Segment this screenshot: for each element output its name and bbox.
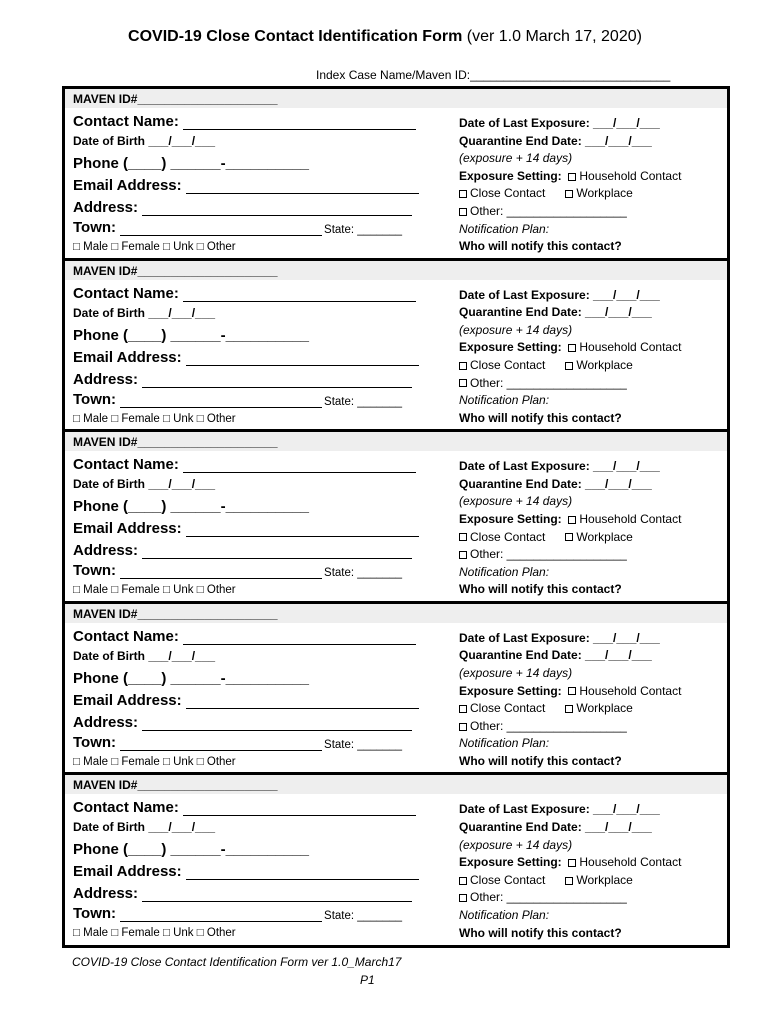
other-checkbox[interactable] — [459, 894, 467, 902]
address-input[interactable] — [142, 719, 412, 731]
phone-field[interactable]: Phone (____) ______-__________ — [73, 669, 310, 687]
household-checkbox[interactable] — [568, 516, 576, 524]
email-input[interactable] — [186, 868, 419, 880]
phone-field[interactable]: Phone (____) ______-__________ — [73, 498, 310, 516]
other-checkbox[interactable] — [459, 379, 467, 387]
household-label: Household Contact — [579, 511, 682, 526]
quarantine-end-field[interactable]: Quarantine End Date: ___/___/___ — [459, 648, 652, 663]
form-title-version: (ver 1.0 March 17, 2020) — [466, 28, 642, 45]
exposure-note: (exposure + 14 days) — [459, 665, 573, 680]
email-label: Email Address: — [73, 520, 182, 538]
other-field[interactable]: Other: __________________ — [470, 547, 627, 562]
close-contact-label: Close Contact — [470, 357, 546, 372]
contacts-form — [62, 86, 730, 948]
other-field[interactable]: Other: __________________ — [470, 375, 627, 390]
footer-form-name: COVID-19 Close Contact Identification Form ver 1.0_March17 — [72, 955, 402, 969]
exposure-setting-label: Exposure Setting: — [459, 511, 562, 526]
contact-name-label: Contact Name: — [73, 627, 179, 645]
workplace-label: Workplace — [576, 357, 633, 372]
address-label: Address: — [73, 713, 139, 731]
contact-info — [73, 623, 453, 768]
quarantine-end-field[interactable]: Quarantine End Date: ___/___/___ — [459, 476, 652, 491]
exposure-setting-label: Exposure Setting: — [459, 168, 562, 183]
workplace-label: Workplace — [576, 186, 633, 201]
close-contact-checkbox[interactable] — [459, 705, 467, 713]
notification-plan-label: Notification Plan: — [459, 907, 550, 922]
other-checkbox[interactable] — [459, 723, 467, 731]
last-exposure-field[interactable]: Date of Last Exposure: ___/___/___ — [459, 630, 660, 645]
dob-field[interactable]: Date of Birth ___/___/___ — [73, 305, 216, 320]
contact-info — [73, 451, 453, 596]
form-title — [0, 28, 770, 46]
form-title-bold: COVID-19 Close Contact Identification Form — [128, 28, 463, 45]
exposure-info — [459, 458, 729, 599]
notification-plan-label: Notification Plan: — [459, 736, 550, 751]
sex-options[interactable]: □ Male □ Female □ Unk □ Other — [73, 927, 236, 940]
close-contact-label: Close Contact — [470, 186, 546, 201]
address-label: Address: — [73, 199, 139, 216]
contact-name-input[interactable] — [183, 118, 416, 130]
dob-field[interactable]: Date of Birth ___/___/___ — [73, 477, 216, 492]
state-field[interactable]: State: _______ — [324, 224, 403, 236]
who-notify-label: Who will notify this contact? — [459, 582, 622, 597]
contact-name-label: Contact Name: — [73, 284, 179, 302]
maven-id-field[interactable]: MAVEN ID#_____________________ — [65, 775, 727, 794]
household-checkbox[interactable] — [568, 344, 576, 352]
exposure-setting-label: Exposure Setting: — [459, 340, 562, 355]
town-label: Town: — [73, 905, 117, 923]
who-notify-label: Who will notify this contact? — [459, 410, 622, 425]
address-label: Address: — [73, 885, 139, 903]
contact-name-input[interactable] — [183, 633, 416, 645]
exposure-note: (exposure + 14 days) — [459, 151, 573, 166]
exposure-setting-label: Exposure Setting: — [459, 683, 562, 698]
email-label: Email Address: — [73, 177, 182, 194]
town-input[interactable] — [120, 396, 322, 408]
dob-field[interactable]: Date of Birth ___/___/___ — [73, 648, 216, 663]
maven-id-field[interactable]: MAVEN ID#_____________________ — [65, 604, 727, 623]
exposure-note: (exposure + 14 days) — [459, 322, 573, 337]
other-checkbox[interactable] — [459, 208, 467, 216]
sex-options[interactable]: □ Male □ Female □ Unk □ Other — [73, 755, 236, 768]
close-contact-checkbox[interactable] — [459, 877, 467, 885]
email-input[interactable] — [186, 525, 419, 537]
exposure-setting-label: Exposure Setting: — [459, 855, 562, 870]
other-field[interactable]: Other: __________________ — [470, 890, 627, 905]
workplace-label: Workplace — [576, 529, 633, 544]
contact-name-label: Contact Name: — [73, 456, 179, 474]
contact-card — [65, 261, 727, 433]
town-input[interactable] — [120, 567, 322, 579]
maven-id-field[interactable]: MAVEN ID#_____________________ — [65, 261, 727, 280]
maven-id-field[interactable]: MAVEN ID#_____________________ — [65, 432, 727, 451]
other-field[interactable]: Other: __________________ — [470, 203, 627, 218]
state-field[interactable]: State: _______ — [324, 395, 403, 408]
email-label: Email Address: — [73, 348, 182, 366]
household-label: Household Contact — [579, 168, 682, 183]
last-exposure-field[interactable]: Date of Last Exposure: ___/___/___ — [459, 287, 660, 302]
town-input[interactable] — [120, 224, 322, 236]
address-input[interactable] — [142, 890, 412, 902]
contact-name-label: Contact Name: — [73, 799, 179, 817]
close-contact-label: Close Contact — [470, 529, 546, 544]
email-label: Email Address: — [73, 691, 182, 709]
dob-field[interactable]: Date of Birth ___/___/___ — [73, 134, 216, 148]
phone-field[interactable]: Phone (____) ______-__________ — [73, 841, 310, 859]
town-label: Town: — [73, 562, 117, 580]
who-notify-label: Who will notify this contact? — [459, 753, 622, 768]
address-label: Address: — [73, 542, 139, 560]
who-notify-label: Who will notify this contact? — [459, 239, 622, 254]
sex-options[interactable]: □ Male □ Female □ Unk □ Other — [73, 241, 236, 253]
workplace-label: Workplace — [576, 872, 633, 887]
maven-id-field[interactable]: MAVEN ID#_____________________ — [65, 89, 727, 108]
household-label: Household Contact — [579, 855, 682, 870]
footer-page-number: P1 — [360, 973, 375, 987]
close-contact-checkbox[interactable] — [459, 362, 467, 370]
quarantine-end-field[interactable]: Quarantine End Date: ___/___/___ — [459, 305, 652, 320]
email-label: Email Address: — [73, 863, 182, 881]
exposure-info — [459, 630, 729, 771]
last-exposure-field[interactable]: Date of Last Exposure: ___/___/___ — [459, 459, 660, 474]
household-checkbox[interactable] — [568, 687, 576, 695]
close-contact-checkbox[interactable] — [459, 190, 467, 198]
exposure-info — [459, 801, 729, 942]
workplace-checkbox[interactable] — [565, 190, 573, 198]
address-input[interactable] — [142, 204, 412, 216]
dob-field[interactable]: Date of Birth ___/___/___ — [73, 820, 216, 835]
state-field[interactable]: State: _______ — [324, 910, 403, 923]
sex-options[interactable]: □ Male □ Female □ Unk □ Other — [73, 584, 236, 597]
last-exposure-field[interactable]: Date of Last Exposure: ___/___/___ — [459, 116, 660, 130]
close-contact-label: Close Contact — [470, 701, 546, 716]
notification-plan-label: Notification Plan: — [459, 221, 550, 236]
town-label: Town: — [73, 219, 117, 236]
household-checkbox[interactable] — [568, 173, 576, 181]
household-label: Household Contact — [579, 683, 682, 698]
quarantine-end-field[interactable]: Quarantine End Date: ___/___/___ — [459, 819, 652, 834]
workplace-checkbox[interactable] — [565, 877, 573, 885]
sex-options[interactable]: □ Male □ Female □ Unk □ Other — [73, 412, 236, 425]
last-exposure-field[interactable]: Date of Last Exposure: ___/___/___ — [459, 802, 660, 817]
town-input[interactable] — [120, 739, 322, 751]
state-field[interactable]: State: _______ — [324, 738, 403, 751]
notification-plan-label: Notification Plan: — [459, 393, 550, 408]
contact-card — [65, 89, 727, 261]
town-label: Town: — [73, 733, 117, 751]
town-input[interactable] — [120, 910, 322, 922]
quarantine-end-field[interactable]: Quarantine End Date: ___/___/___ — [459, 133, 652, 148]
contact-card — [65, 604, 727, 776]
email-input[interactable] — [186, 697, 419, 709]
close-contact-checkbox[interactable] — [459, 533, 467, 541]
state-field[interactable]: State: _______ — [324, 567, 403, 580]
workplace-checkbox[interactable] — [565, 533, 573, 541]
workplace-label: Workplace — [576, 701, 633, 716]
phone-field[interactable]: Phone (____) ______-__________ — [73, 155, 310, 172]
household-label: Household Contact — [579, 340, 682, 355]
exposure-info — [459, 287, 729, 428]
who-notify-label: Who will notify this contact? — [459, 925, 622, 940]
other-checkbox[interactable] — [459, 551, 467, 559]
exposure-note: (exposure + 14 days) — [459, 837, 573, 852]
household-checkbox[interactable] — [568, 859, 576, 867]
contact-name-input[interactable] — [183, 804, 416, 816]
town-label: Town: — [73, 390, 117, 408]
contact-info — [73, 794, 453, 939]
email-input[interactable] — [186, 182, 419, 194]
contact-name-input[interactable] — [183, 461, 416, 473]
address-input[interactable] — [142, 547, 412, 559]
other-field[interactable]: Other: __________________ — [470, 718, 627, 733]
workplace-checkbox[interactable] — [565, 705, 573, 713]
contact-card — [65, 432, 727, 604]
email-input[interactable] — [186, 354, 419, 366]
contact-info — [73, 108, 453, 253]
close-contact-label: Close Contact — [470, 872, 546, 887]
address-input[interactable] — [142, 376, 412, 388]
contact-name-input[interactable] — [183, 290, 416, 302]
address-label: Address: — [73, 370, 139, 388]
contact-card — [65, 775, 727, 947]
index-case-field[interactable]: Index Case Name/Maven ID:______________________________ — [316, 68, 671, 82]
contact-name-label: Contact Name: — [73, 113, 179, 130]
workplace-checkbox[interactable] — [565, 362, 573, 370]
phone-field[interactable]: Phone (____) ______-__________ — [73, 326, 310, 344]
exposure-note: (exposure + 14 days) — [459, 494, 573, 509]
exposure-info — [459, 115, 729, 256]
notification-plan-label: Notification Plan: — [459, 564, 550, 579]
contact-info — [73, 280, 453, 425]
